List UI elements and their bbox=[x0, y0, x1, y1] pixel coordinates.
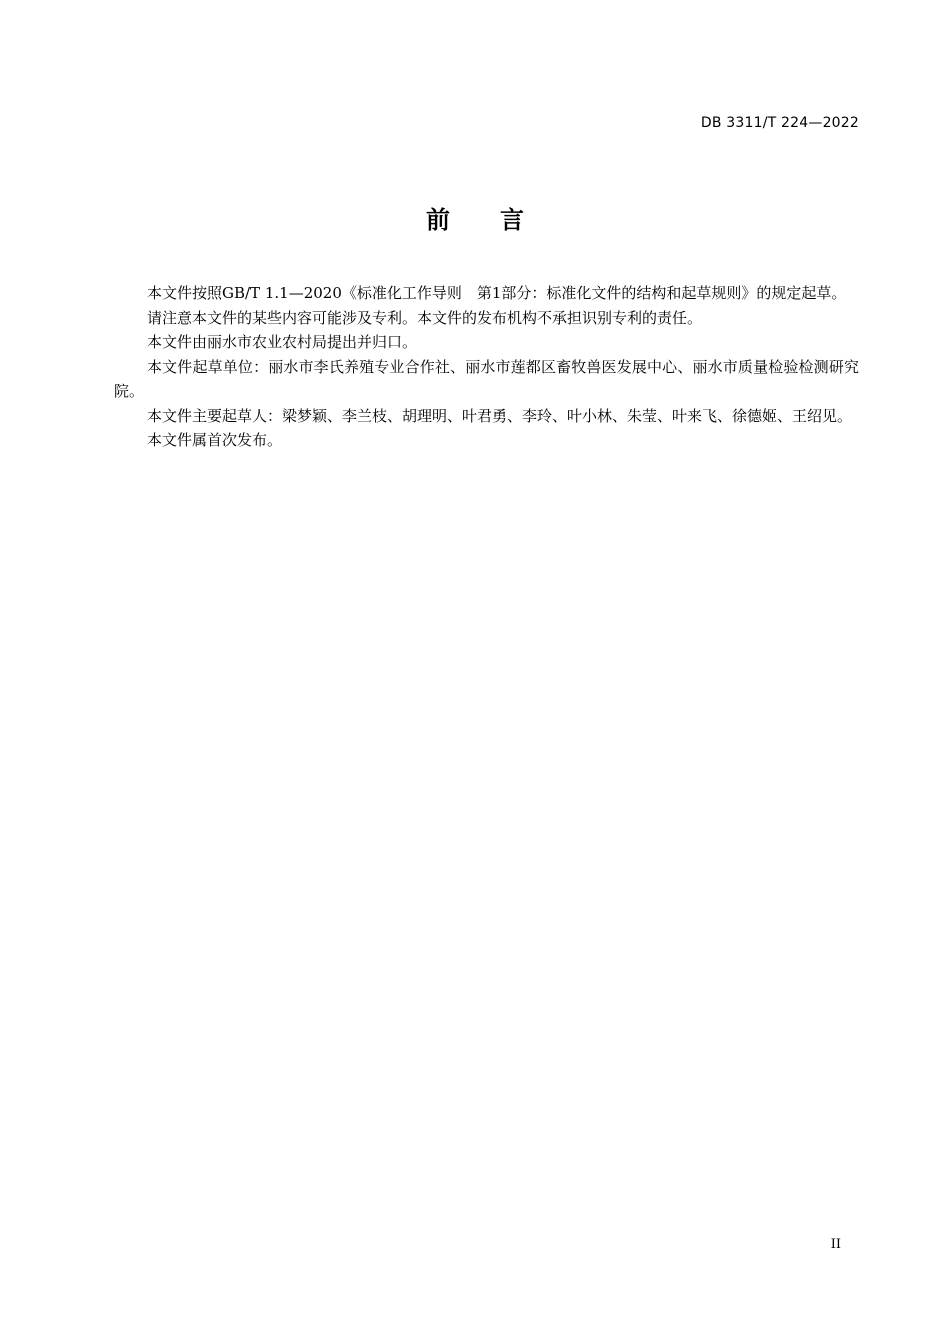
paragraph-drafting-basis: 本文件按照GB/T 1.1—2020《标准化工作导则 第1部分：标准化文件的结构和起草规则》的规定起草。 bbox=[147, 284, 847, 302]
page-number: II bbox=[830, 1237, 841, 1252]
document-code: DB 3311/T 224—2022 bbox=[700, 115, 859, 131]
page-title bbox=[0, 200, 950, 235]
paragraph-proposer: 本文件由丽水市农业农村局提出并归口。 bbox=[147, 333, 418, 351]
foreword-body bbox=[114, 281, 859, 453]
paragraph-first-release: 本文件属首次发布。 bbox=[147, 431, 283, 449]
title-char-1: 前 bbox=[426, 206, 450, 234]
paragraph-patent-notice: 请注意本文件的某些内容可能涉及专利。本文件的发布机构不承担识别专利的责任。 bbox=[147, 308, 703, 327]
paragraph-drafters: 本文件主要起草人：梁梦颖、李兰枝、胡理明、叶君勇、李玲、叶小林、朱莹、叶来飞、徐德姬、王绍见。 bbox=[147, 406, 853, 425]
paragraph-drafting-units: 本文件起草单位：丽水市李氏养殖专业合作社、丽水市莲都区畜牧兽医发展中心、丽水市质量检验检测研究院。 bbox=[114, 357, 859, 400]
title-char-2: 言 bbox=[500, 206, 524, 234]
